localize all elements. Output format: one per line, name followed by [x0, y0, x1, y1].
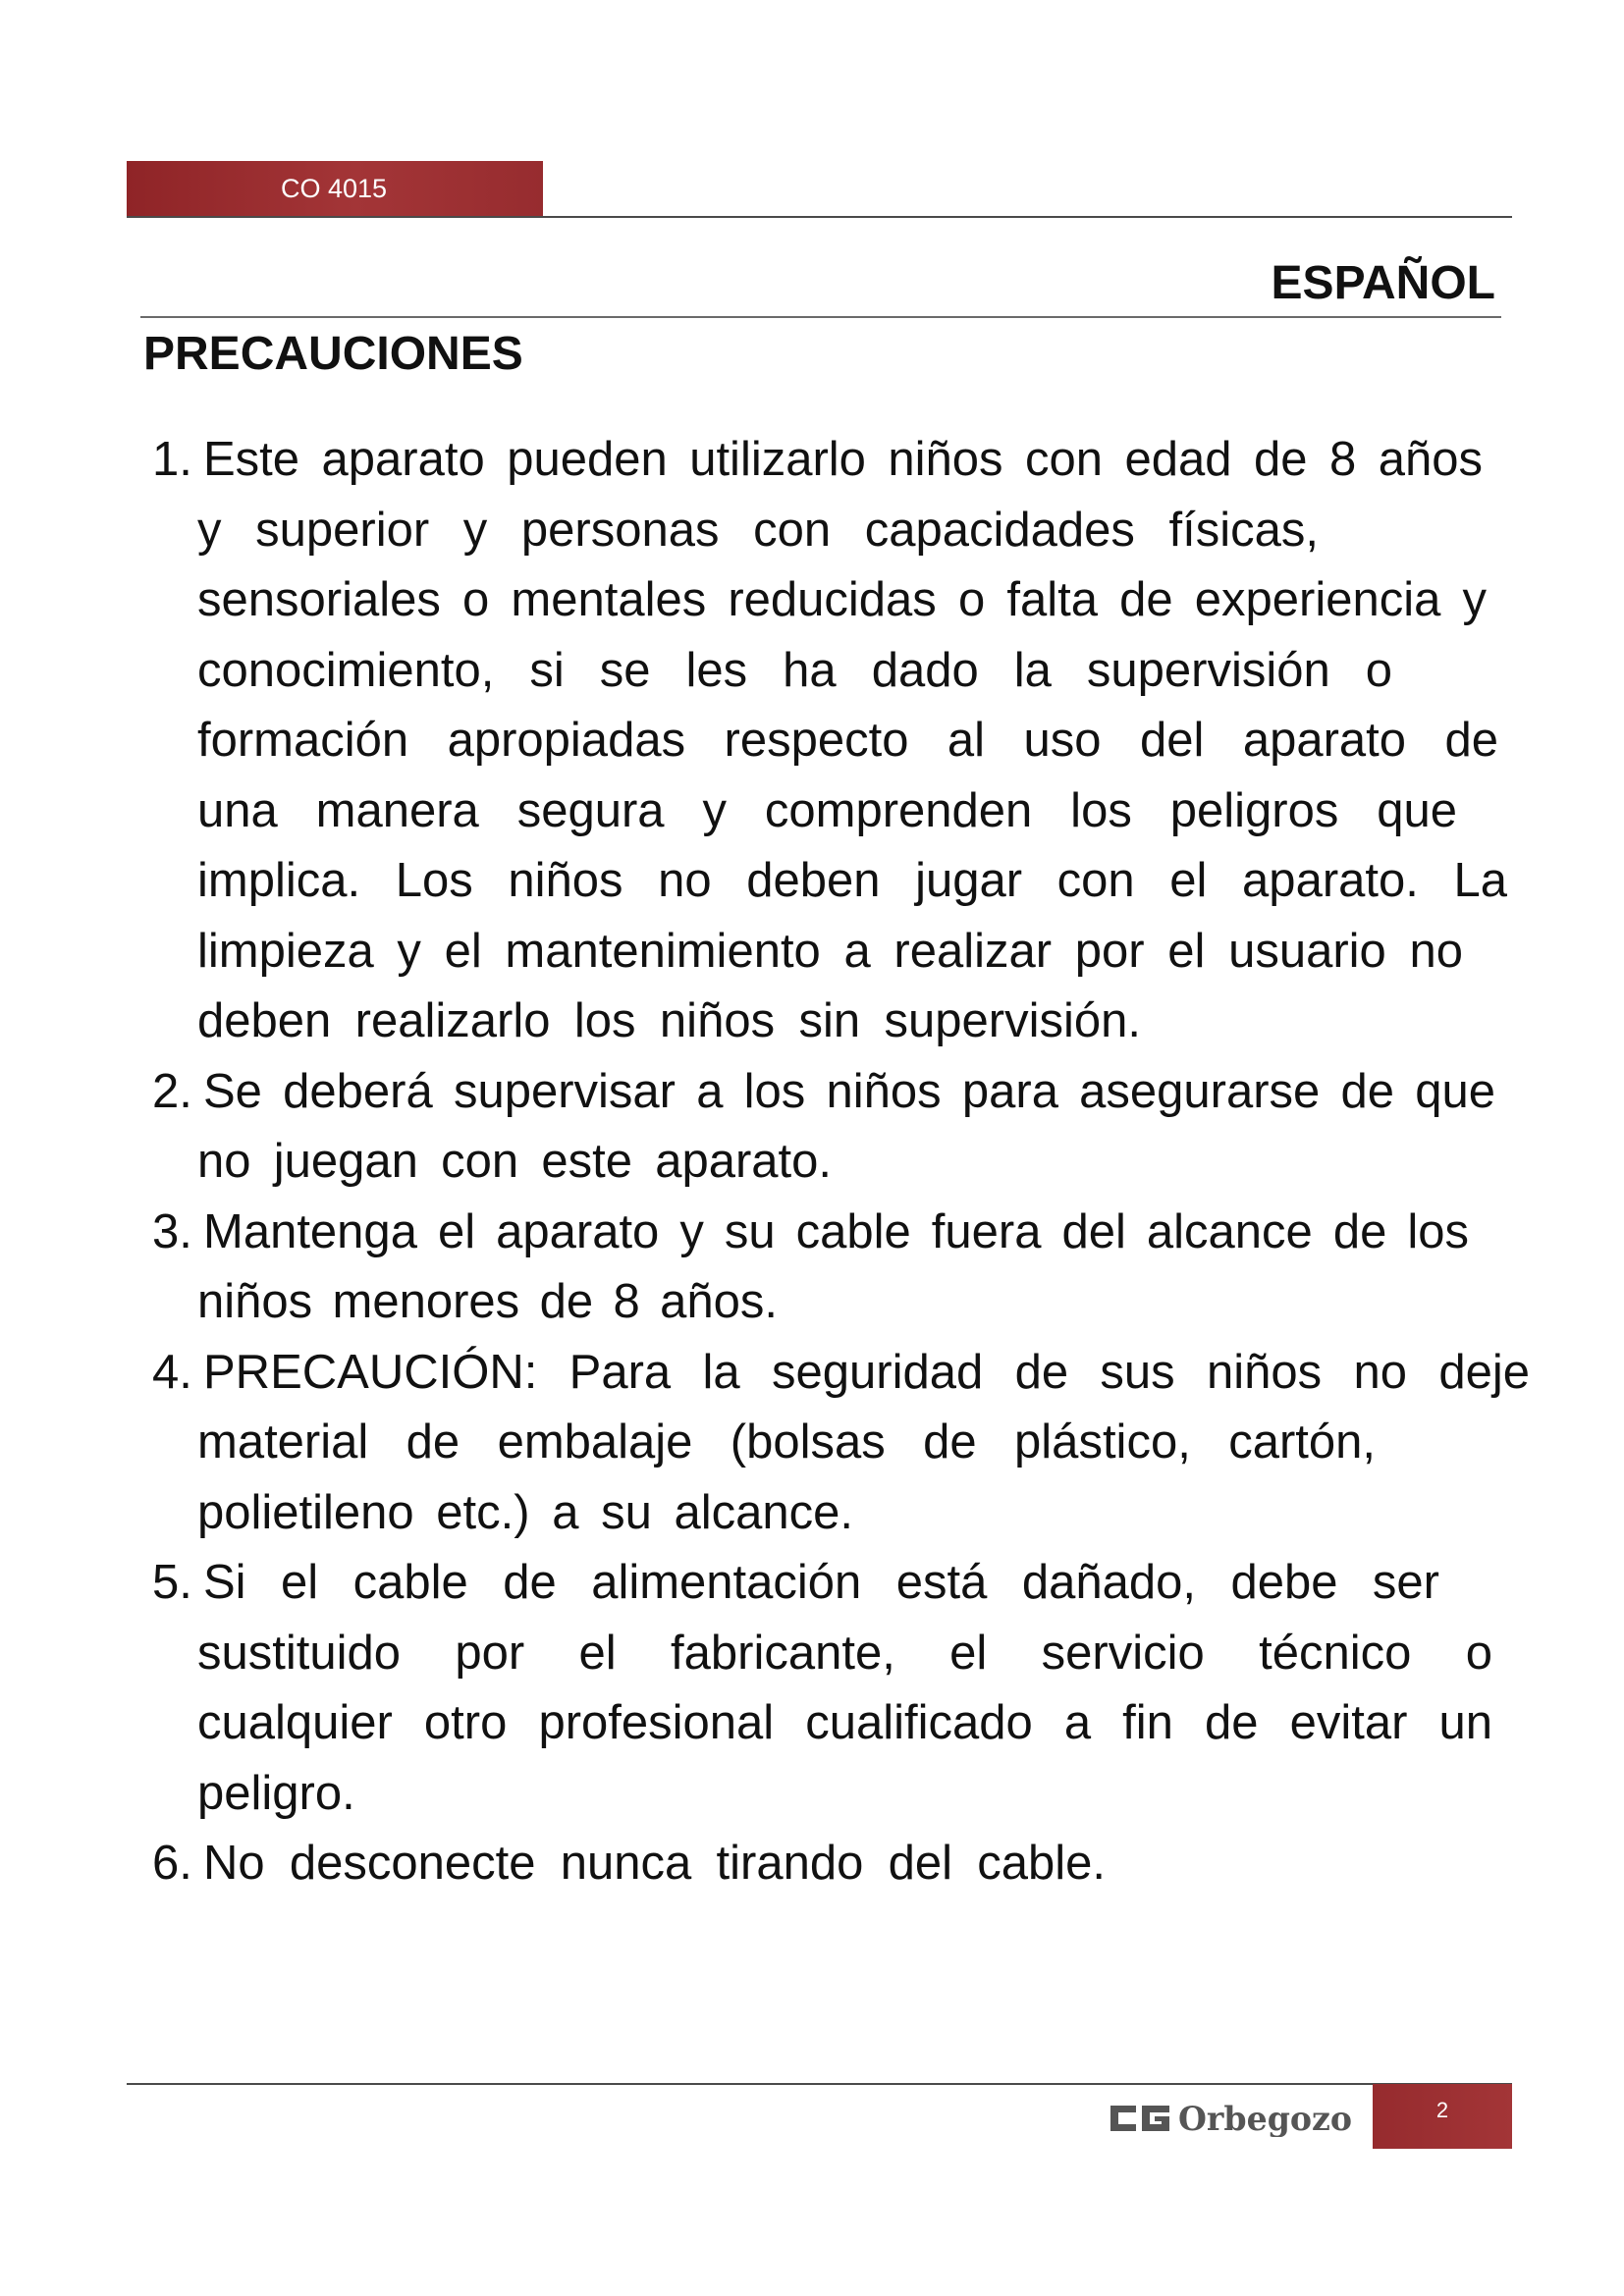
list-item-1-line [0, 987, 1624, 1057]
model-tab [127, 161, 543, 217]
item-number: 2. [152, 1064, 192, 1118]
list-item-1-line [0, 706, 1624, 776]
brand-logo [1110, 2100, 1356, 2137]
item-line: Se deberá supervisar a los niños para asegurarse de que [203, 1064, 1495, 1118]
list-item-4 [0, 1338, 1624, 1409]
logo-text: Orbegozo [1178, 2100, 1352, 2137]
header-rule [127, 216, 1512, 218]
item-line: y superior y personas con capacidades físicas, [197, 503, 1319, 557]
list-item-1-line [0, 846, 1624, 917]
list-item-5 [0, 1548, 1624, 1619]
list-item-3-line [0, 1267, 1624, 1338]
item-number: 6. [152, 1837, 192, 1890]
item-line: una manera segura y comprenden los peligros que [197, 783, 1457, 837]
list-item-6 [0, 1829, 1624, 1899]
item-line: implica. Los niños no deben jugar con el aparato. La [197, 854, 1507, 907]
item-line: deben realizarlo los niños sin supervisión. [197, 994, 1141, 1047]
list-item-2-line [0, 1127, 1624, 1198]
list-item-5-line [0, 1759, 1624, 1830]
item-line: polietileno etc.) a su alcance. [197, 1485, 853, 1539]
item-line: PRECAUCIÓN: Para la seguridad de sus niños no deje [203, 1345, 1530, 1399]
list-item-5-line [0, 1688, 1624, 1759]
item-number: 5. [152, 1556, 192, 1609]
item-line: Este aparato pueden utilizarlo niños con edad de 8 años [203, 433, 1483, 486]
list-item-4-line [0, 1478, 1624, 1549]
item-line: cualquier otro profesional cualificado a fin de evitar un [197, 1696, 1492, 1749]
item-line: Si el cable de alimentación está dañado, debe ser [203, 1556, 1439, 1609]
item-line: material de embalaje (bolsas de plástico, cartón, [197, 1415, 1376, 1468]
item-line: limpieza y el mantenimiento a realizar por el usuario no [197, 924, 1463, 978]
item-line: no juegan con este aparato. [197, 1135, 832, 1188]
list-item-4-line [0, 1408, 1624, 1478]
item-number: 3. [152, 1204, 192, 1258]
item-line: formación apropiadas respecto al uso del aparato de [197, 714, 1498, 767]
item-line: No desconecte nunca tirando del cable. [203, 1837, 1106, 1890]
list-item-5-line [0, 1619, 1624, 1689]
item-line: sustituido por el fabricante, el servicio técnico o [197, 1626, 1492, 1680]
list-item-1-line [0, 496, 1624, 566]
page-number-box [1373, 2084, 1512, 2149]
list-item-1-line [0, 776, 1624, 847]
footer-rule [127, 2083, 1512, 2085]
list-item-1-line [0, 636, 1624, 707]
section-title: PRECAUCIONES [143, 328, 523, 380]
language-heading: ESPAÑOL [1271, 257, 1495, 309]
list-item-3 [0, 1198, 1624, 1268]
item-line: niños menores de 8 años. [197, 1275, 778, 1328]
language-rule [140, 316, 1501, 318]
item-line: sensoriales o mentales reducidas o falta de experiencia y [197, 573, 1487, 626]
list-item-2 [0, 1057, 1624, 1128]
cg-mark-icon [1110, 2106, 1169, 2131]
item-line: Mantenga el aparato y su cable fuera del alcance de los [203, 1204, 1469, 1258]
item-line: conocimiento, si se les ha dado la supervisión o [197, 643, 1392, 697]
item-number: 1. [152, 433, 192, 486]
item-line: peligro. [197, 1766, 355, 1820]
list-item-1-line [0, 917, 1624, 988]
page-number: 2 [1435, 2098, 1449, 2122]
item-number: 4. [152, 1345, 192, 1399]
list-item-1-line [0, 565, 1624, 636]
model-label: CO 4015 [281, 174, 388, 203]
precautions-list [0, 425, 1624, 1899]
list-item-1 [0, 425, 1624, 496]
